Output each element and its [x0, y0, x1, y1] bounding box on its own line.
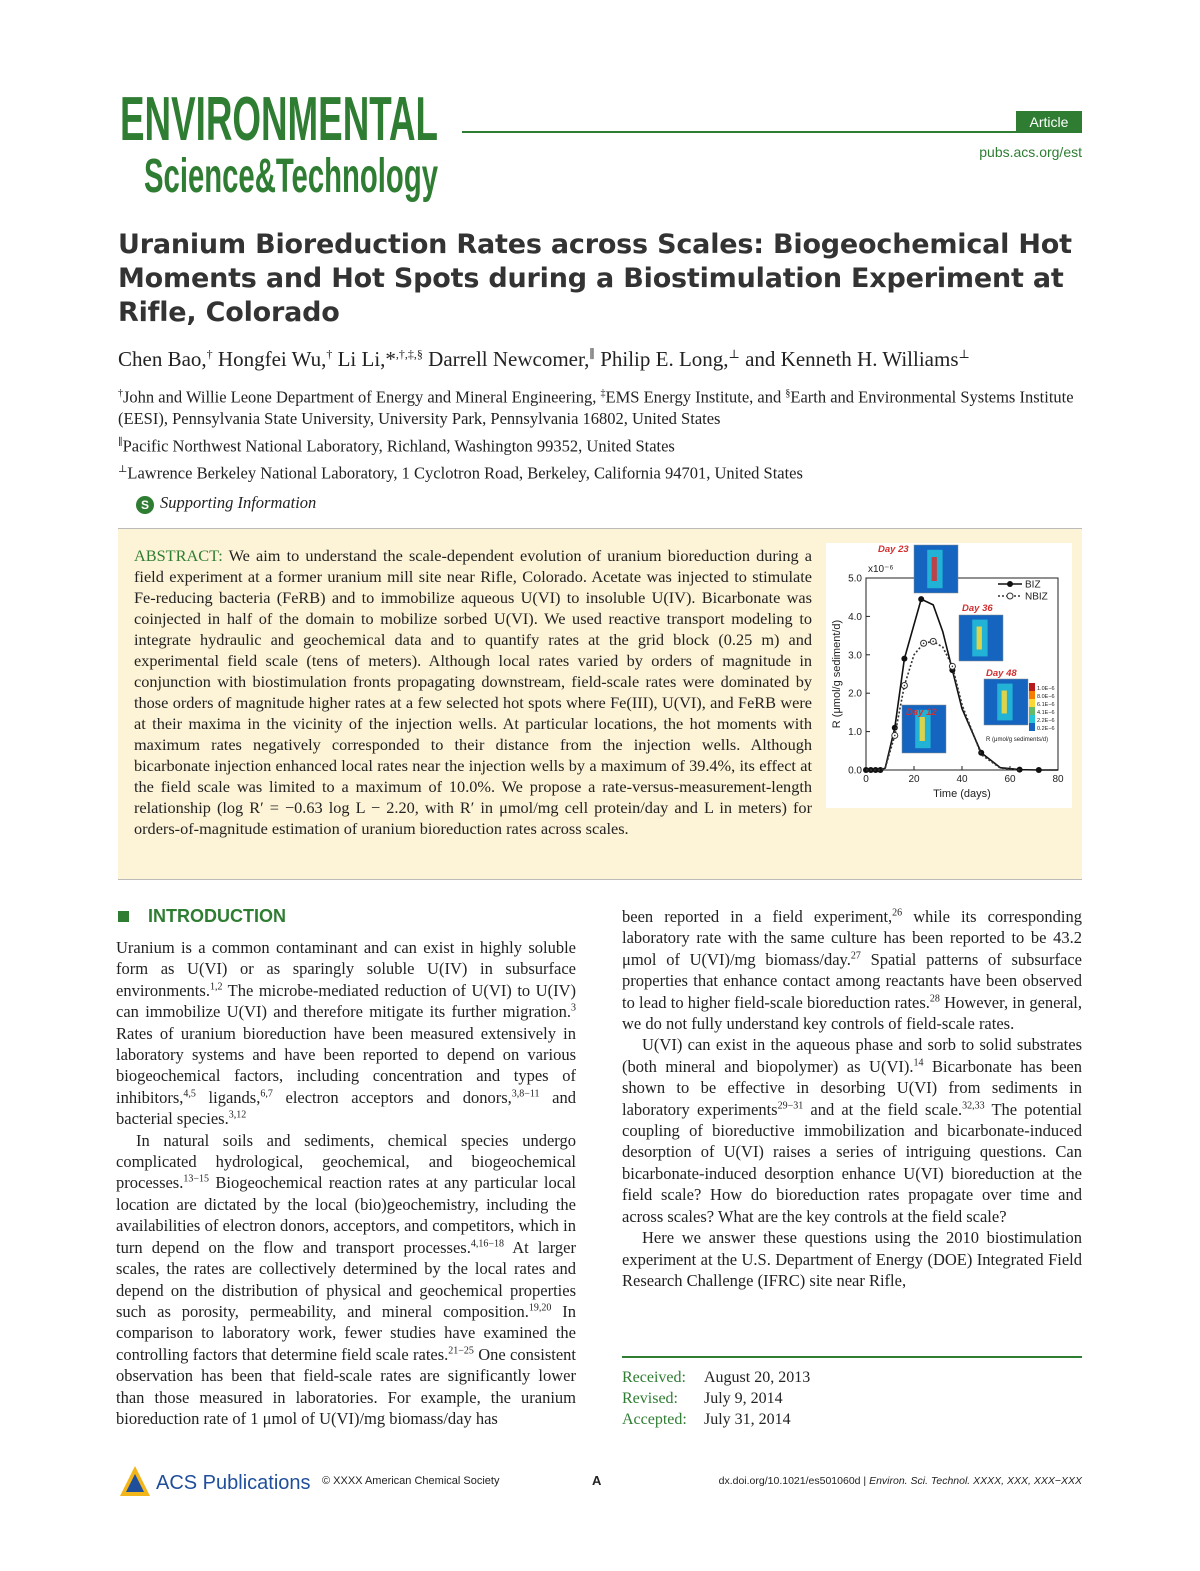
text-run: U(VI) can exist in the aqueous phase and sorb to solid substrates (both mineral and biopolymer) as U(VI).	[622, 1035, 1082, 1076]
colorbar-label: 1.0E−6	[1037, 686, 1055, 692]
y-axis-label: R (μmol/g sediment/d)	[831, 619, 843, 729]
left-column-text	[116, 937, 576, 1429]
author-name[interactable]: and Kenneth H. Williams	[745, 347, 959, 371]
introduction-heading: INTRODUCTION	[148, 906, 286, 926]
journal-url-link[interactable]: pubs.acs.org/est	[979, 144, 1082, 160]
citation-reference[interactable]: 4,16−18	[470, 1238, 504, 1250]
inset-day-label: Day 48	[986, 668, 1017, 679]
citation-reference[interactable]: 19,20	[528, 1302, 552, 1314]
citation-reference[interactable]: 3,8−11	[511, 1088, 540, 1100]
y-tick-label: 3.0	[848, 650, 862, 662]
doi-citation[interactable]: dx.doi.org/10.1021/es501060d | Environ. Sci. Technol. XXXX, XXX, XXX−XXX	[718, 1475, 1082, 1487]
data-point-nbiz-center	[952, 666, 954, 668]
text-run: Rates of uranium bioreduction have been measured extensively in laboratory systems and have been reported to depend on various biogeochemical factors, including concentration and types of inhibitors,	[116, 1023, 576, 1107]
heatmap-hotspot	[1002, 691, 1007, 714]
author-affiliation-mark: ,†,‡,§	[395, 347, 423, 361]
citation-reference[interactable]: 6,7	[260, 1088, 273, 1100]
citation-reference[interactable]: 32,33	[962, 1100, 985, 1112]
citation-reference[interactable]: 1,2	[209, 981, 223, 993]
author-name[interactable]: Chen Bao,	[118, 347, 207, 371]
colorbar-swatch	[1029, 715, 1035, 723]
heatmap-hotspot	[920, 717, 925, 741]
accepted-date: Accepted: July 31, 2014	[622, 1411, 791, 1428]
colorbar-label: 4.1E−6	[1037, 710, 1055, 716]
author-affiliation-mark: †	[206, 347, 213, 361]
citation-reference[interactable]: 4,5	[183, 1088, 196, 1100]
author-name[interactable]: Li Li,*	[337, 347, 396, 371]
data-point-nbiz-center	[904, 685, 906, 687]
text-run: and at the field scale.	[803, 1099, 963, 1119]
body-paragraph	[622, 1034, 1082, 1227]
history-rule	[622, 1356, 1082, 1358]
publisher-name: ACS Publications	[156, 1472, 311, 1494]
text-run: Spatial patterns of subsurface properties that enhance contact among reactants have been observed to lead to higher field-scale bioreduction rates.	[622, 949, 1082, 1012]
author-name[interactable]: Darrell Newcomer,	[428, 347, 590, 371]
affiliation-penn-state: †John and Willie Leone Department of Energy and Mineral Engineering, ‡EMS Energy Institute, and §Earth and Environmental Systems Institute (EESI), Pennsylvania State University, University Park, Pennsylvania 16802, United States	[118, 387, 1074, 428]
citation-reference[interactable]: 26	[892, 907, 903, 919]
journal-logo	[118, 78, 448, 206]
right-column-text	[622, 906, 1082, 1291]
data-point-biz	[918, 596, 924, 602]
affiliation-lbnl: ⊥Lawrence Berkeley National Laboratory, 1 Cyclotron Road, Berkeley, California 94701, United States	[118, 463, 803, 483]
citation-reference[interactable]: 13−15	[183, 1173, 209, 1185]
x-tick-label: 40	[956, 774, 968, 785]
received-date: Received: August 20, 2013	[622, 1369, 811, 1386]
acs-publications-logo[interactable]	[118, 1462, 311, 1502]
header-rule	[462, 131, 1082, 133]
data-point-nbiz-center	[923, 642, 925, 644]
heatmap-hotspot	[977, 627, 982, 650]
y-tick-label: 5.0	[848, 573, 862, 585]
text-run: At larger scales, the rates are collectively determined by the local rates and depend on the distribution of physical and geochemical properties such as porosity, permeability, and mineral composition.	[116, 1237, 576, 1321]
colorbar-title: R (μmol/g sediments/d)	[986, 737, 1049, 743]
x-tick-label: 0	[863, 774, 869, 785]
legend-marker	[1007, 593, 1013, 599]
abstract-text	[134, 545, 812, 839]
affiliation-pnnl: ∥Pacific Northwest National Laboratory, Richland, Washington 99352, United States	[118, 436, 675, 456]
y-multiplier-label: x10⁻⁶	[868, 564, 894, 575]
text-run: Biogeochemical reaction rates at any particular local location are dictated by the local (bio)geochemistry, including the availabilities of electron donors, acceptors, and competitors, which in turn depend on the flow and transport processes.	[116, 1173, 576, 1257]
colorbar-label: 8.0E−6	[1037, 694, 1055, 700]
author-affiliation-mark: ⊥	[728, 347, 740, 361]
citation-reference[interactable]: 21−25	[448, 1345, 474, 1357]
citation-reference[interactable]: 14	[913, 1057, 924, 1069]
text-run: In natural soils and sediments, chemical species undergo complicated hydrological, geochemical, and biogeochemical processes.	[116, 1130, 576, 1193]
logo-line2: Science&Technology	[144, 150, 439, 203]
body-paragraph	[116, 937, 576, 1130]
abstract-body: We aim to understand the scale-dependent evolution of uranium bioreduction during a field experiment at a former uranium mill site near Rifle, Colorado. Acetate was injected to stimulate Fe-reducing bacteria (FeRB) and to immobilize aqueous U(VI) to insoluble U(IV). Bicarbonate was coinjected in half of the domain to mobilize sorbed U(VI). We used reactive transport modeling to integrate hydraulic and geochemical data and to quantify rates at the grid block (0.25 m) and experimental field scale (tens of meters). Although local rates varied by orders of magnitude in conjunction with biostimulation fronts propagating downstream, field-scale rates were dominated by those orders of magnitude higher rates at a few selected hot spots where Fe(III), U(VI), and FeRB were at their maxima in the vicinity of the injection wells. At particular locations, the hot moments with maximum rates negatively corresponded to their distance from the injection wells. Although bicarbonate injection enhanced local rates near the injection wells by a maximum of 39.4%, its effect at the field scale was limited to a maximum of 10.0%. We propose a rate-versus-measurement-length relationship (log R′ = −0.63 log L − 2.20, with R′ in μmol/mg cell protein/day and L in meters) for orders-of-magnitude estimation of uranium bioreduction rates across scales.	[134, 546, 812, 838]
colorbar-swatch	[1029, 723, 1035, 731]
colorbar-label: 6.1E−6	[1037, 702, 1055, 708]
legend-entry: BIZ	[1025, 579, 1041, 591]
data-point-biz	[901, 656, 907, 662]
text-run: been reported in a field experiment,	[622, 907, 893, 926]
y-tick-label: 0.0	[848, 765, 862, 777]
abstract-chart	[826, 543, 1072, 808]
author-name[interactable]: Philip E. Long,	[600, 347, 729, 371]
revised-date: Revised: July 9, 2014	[622, 1390, 783, 1407]
x-axis-label: Time (days)	[933, 788, 991, 800]
text-run: However, in general, we do not fully understand key controls of field-scale rates.	[622, 992, 1082, 1034]
body-paragraph	[622, 1227, 1082, 1291]
data-point-nbiz-center	[894, 735, 896, 737]
x-tick-label: 20	[908, 774, 920, 785]
text-run: The potential coupling of bioreductive immobilization and bicarbonate-induced desorption of U(VI) raises a series of intriguing questions. Can bicarbonate-induced desorption enhance U(VI) bioreduction at the field scale? How do bioreduction rates propagate over time and across scales? What are the key controls at the field scale?	[622, 1099, 1082, 1226]
colorbar-label: 0.2E−6	[1037, 726, 1055, 732]
author-affiliation-mark: †	[326, 347, 333, 361]
paper-title: Uranium Bioreduction Rates across Scales: Biogeochemical Hot Moments and Hot Spots during a Biostimulation Experiment at Rifle, Colorado	[118, 229, 1072, 328]
colorbar-swatch	[1029, 699, 1035, 707]
text-run: One consistent observation has been that field-scale rates are significantly lower than those measured in laboratories. For example, the uranium bioreduction rate of 1 μmol of U(VI)/mg biomass/day has	[116, 1344, 576, 1428]
y-tick-label: 2.0	[848, 688, 862, 700]
citation-reference[interactable]: 3	[571, 1002, 576, 1014]
citation-reference[interactable]: 3,12	[228, 1109, 247, 1121]
abstract-heading: ABSTRACT:	[134, 546, 223, 565]
text-run: In comparison to laboratory work, fewer studies have examined the controlling factors that determine field scale rates.	[116, 1301, 576, 1364]
legend-marker	[1007, 581, 1013, 587]
inset-day-label: Day 36	[962, 603, 993, 614]
body-paragraph	[116, 1130, 576, 1430]
text-run: Here we answer these questions using the 2010 biostimulation experiment at the U.S. Department of Energy (DOE) Integrated Field Research Challenge (IFRC) site near Rifle,	[622, 1228, 1082, 1290]
author-name[interactable]: Hongfei Wu,	[217, 347, 327, 371]
data-point-biz	[1036, 767, 1042, 773]
text-run: Uranium is a common contaminant and can exist in highly soluble form as U(VI) or as sparingly soluble U(IV) in subsurface environments.	[116, 938, 576, 1000]
y-tick-label: 1.0	[848, 727, 862, 739]
citation-reference[interactable]: 27	[850, 950, 861, 962]
text-run: The microbe-mediated reduction of U(VI) to U(IV) can immobilize U(VI) and therefore mitigate its further migration.	[116, 980, 576, 1022]
supporting-info-link[interactable]: Supporting Information	[160, 493, 317, 512]
author-affiliation-mark: ⊥	[958, 347, 970, 361]
colorbar-swatch	[1029, 691, 1035, 699]
data-point-nbiz-center	[932, 641, 934, 643]
x-tick-label: 80	[1052, 774, 1064, 785]
colorbar-swatch	[1029, 683, 1035, 691]
colorbar-label: 2.2E−6	[1037, 718, 1055, 724]
text-run: ligands,	[195, 1087, 261, 1107]
text-run: electron acceptors and donors,	[272, 1087, 512, 1107]
citation-reference[interactable]: 29−31	[777, 1100, 804, 1112]
text-run: Bicarbonate has been shown to be effective in desorbing U(VI) from sediments in laboratory experiments	[622, 1056, 1082, 1119]
x-tick-label: 60	[1004, 774, 1016, 785]
heatmap-hotspot	[932, 557, 937, 581]
author-list	[118, 339, 1088, 374]
text-run: while its corresponding laboratory rate with the same culture has been reported to be 43.2 μmol of U(VI)/mg biomass/day.	[622, 907, 1082, 969]
text-run: and bacterial species.	[116, 1087, 577, 1129]
citation-reference[interactable]: 28	[929, 993, 940, 1005]
colorbar-swatch	[1029, 707, 1035, 715]
author-affiliation-mark: ∥	[589, 347, 595, 361]
logo-line1: ENVIRONMENTAL	[120, 85, 438, 154]
copyright-notice: © XXXX American Chemical Society	[322, 1475, 500, 1487]
section-marker-icon	[118, 911, 129, 922]
y-tick-label: 4.0	[848, 611, 862, 623]
article-type-badge: Article	[1016, 111, 1082, 133]
body-paragraph	[622, 906, 1082, 1034]
page-number: A	[592, 1473, 602, 1488]
legend-entry: NBIZ	[1025, 591, 1048, 603]
inset-day-label: Day 12	[906, 707, 937, 718]
supporting-info-icon[interactable]: S	[136, 496, 154, 514]
inset-day-label: Day 23	[878, 544, 909, 555]
